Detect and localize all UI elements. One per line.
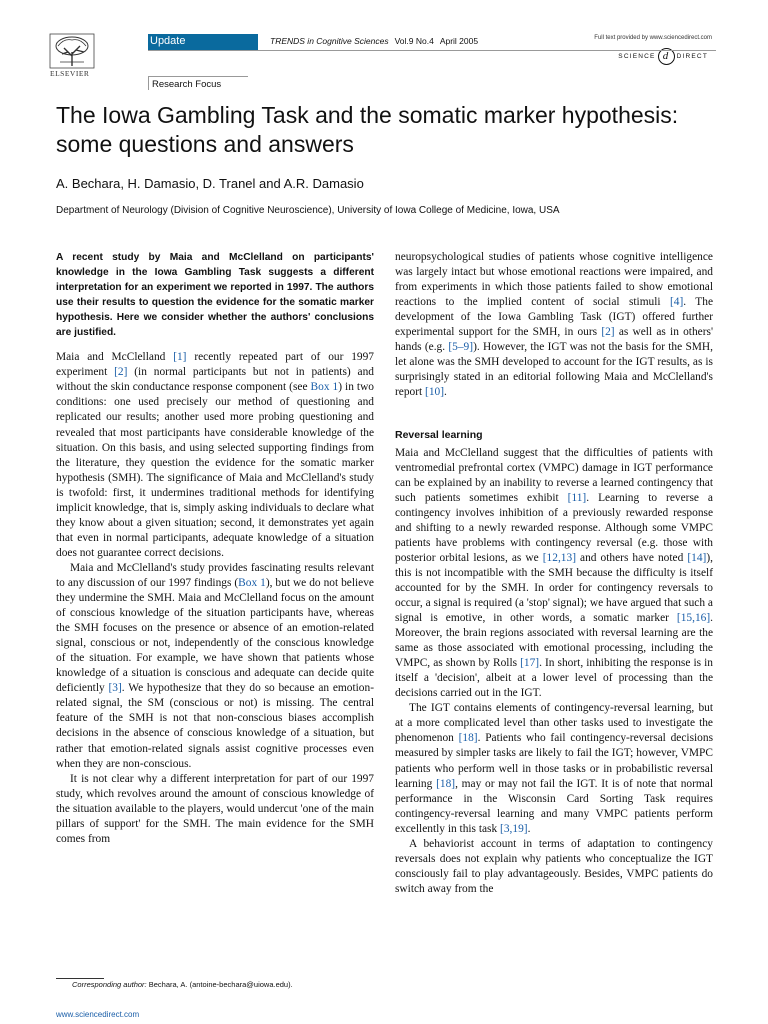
- journal-info: [270, 36, 478, 46]
- abstract: A recent study by Maia and McClelland on participants' knowledge in the Iowa Gambling Task suggests a different interpretation for an experiment we reported in 1997. The authors use their results to question the evidence for the somatic marker hypothesis. Here we consider whether the authors' conclusions are justified.: [56, 252, 374, 339]
- citation-link[interactable]: [11]: [567, 491, 587, 504]
- citation-link[interactable]: [4]: [669, 296, 684, 309]
- fulltext-notice: Full text provided by www.sciencedirect.com: [594, 35, 712, 41]
- footnote: [72, 980, 293, 989]
- citation-link[interactable]: [18]: [458, 732, 478, 745]
- section-divider: [148, 76, 149, 90]
- right-column: [395, 250, 713, 897]
- citation-link[interactable]: [14]: [687, 551, 707, 564]
- section-rule: [148, 76, 248, 77]
- left-paragraph-3: It is not clear why a different interpretation for part of our 1997 study, which revolves around the amount of conscious knowledge of the situation available to the players, would undercut 'one of the main pillars of support' for the SMH. The main evidence for the SMH comes from: [56, 772, 374, 845]
- article-title: The Iowa Gambling Task and the somatic marker hypothesis: some questions and answers: [56, 102, 679, 157]
- footnote-text: Bechara, A. (antoine-bechara@uiowa.edu).: [146, 980, 293, 989]
- right-paragraph-1: neuropsychological studies of patients whose cognitive intelligence was largely intact but whose emotional reactions were impaired, and from experiments in which those patients failed to show emotional reactions to the implied content of social stimuli [4]. The development of the Iowa Gambling Task (IGT) offered further experimental support for the SMH, in ours [2] as well as in others' hands (e.g. [5–9]). However, the IGT was not the basis for the SMH, let alone was the SMH developed to account for the IGT results, as is surprisingly stated in an editorial following Maia and McClelland's report [10].: [395, 251, 713, 399]
- box-link[interactable]: Box 1: [310, 381, 339, 394]
- journal-volume: Vol.9 No.4: [394, 36, 434, 46]
- section-label: Research Focus: [152, 79, 222, 90]
- footnote-label: Corresponding author:: [72, 980, 147, 989]
- citation-link[interactable]: [10]: [425, 386, 445, 399]
- footer-url-link[interactable]: www.sciencedirect.com: [56, 1010, 140, 1019]
- box-link[interactable]: Box 1: [238, 576, 266, 589]
- citation-link[interactable]: [1]: [173, 351, 187, 364]
- journal-name: TRENDS in Cognitive Sciences: [270, 36, 389, 46]
- journal-date: April 2005: [439, 36, 479, 46]
- header-rule: [148, 50, 716, 51]
- publisher-name: ELSEVIER: [50, 69, 90, 78]
- citation-link[interactable]: [17]: [520, 657, 540, 670]
- sd-at-icon: d: [658, 48, 675, 65]
- left-paragraph-2: Maia and McClelland's study provides fascinating results relevant to any discussion of our 1997 findings (Box 1), but we do not believe they undermine the SMH. Maia and McClelland focus on the amount of conscious knowledge of the situation participants have, whereas the SMH focuses on the presence or absence of an emotion-related signal, conscious or not, independently of the conscious knowledge of the situation. For example, we have shown that patients whose knowledge of a situation is conscious and adequate can decide quite deficiently [3]. We hypothesize that they do so because an emotion-related signal, the SM (conscious or not) is missing. The central feature of the SMH is not that non-conscious biases accomplish decisions in the absence of conscious knowledge of a situation, but rather that emotion-related signals assist cognitive processes even when they are non-conscious.: [56, 561, 374, 770]
- right-paragraph-3: The IGT contains elements of contingency-reversal learning, but at a more complicated level than other tasks used to investigate the phenomenon [18]. Patients who fail contingency-reversal decisions measured by simpler tasks are likely to fail the IGT; however, VMPC patients who perform well in those tasks or in probabilistic reversal learning [18], may or may not fail the IGT. It is of note that normal performance in the Wisconsin Card Sorting Task requires contingency-reversal learning and many VMPC patients perform excellently in this task [3,19].: [395, 702, 714, 835]
- citation-link[interactable]: [2]: [114, 366, 128, 379]
- citation-link[interactable]: [3,19]: [500, 822, 528, 835]
- citation-link[interactable]: [5–9]: [448, 341, 474, 354]
- right-paragraph-2: Maia and McClelland suggest that the difficulties of patients with ventromedial prefrontal cortex (VMPC) damage in IGT performance can be explained by an inability to reverse a learned contingency that such patients sometimes exhibit [11]. Learning to reverse a contingency involves inhibition of a previously rewarded response and shifting to a newly rewarded response. Although some VMPC patients have problems with contingency reversal (e.g. those with posterior orbital lesions, as we [12,13] and others have noted [14]), this is not incompatible with the SMH because the difficulty is itself accounted for by the SMH. In order for contingency reversals to occur, a signal is required (a 'stop' signal); we have argued that such a signal is emotive, in other words, a somatic marker [15,16]. Moreover, the brain regions associated with reversal learning are the same as those associated with emotional processing, including the VMPC, as shown by Rolls [17]. In short, inhibiting the response is in itself a 'decision', albeit at a lower level of processing than the decisions carried out in the IGT.: [395, 446, 713, 700]
- citation-link[interactable]: [3]: [108, 682, 122, 695]
- citation-link[interactable]: [18]: [436, 777, 456, 790]
- right-paragraph-4: A behaviorist account in terms of adaptation to contingency reversals does not explain why patients who conceptualize the IGT consciously fail to play advantageously. Besides, VMPC patients do switch away from the: [395, 837, 713, 895]
- left-paragraph-1: Maia and McClelland [1] recently repeated part of our 1997 experiment [2] (in normal participants but not in patients) and without the skin conductance response component (see Box 1) in two conditions: one used precisely our method of questioning and replicated our results; another used more probing questioning and revealed that most participants have considerable knowledge of the situation. On this basis, and using selected supporting findings from the literature, they question the evidence for the somatic marker hypothesis (SMH). The significance of Maia and McClelland's study is twofold: first, it undermines traditional methods for identifying implicit knowledge, that is, simply asking individuals to declare what they know about a given situation; second, it demonstrates yet again that even in normal participants, adequate knowledge of a situation does not guarantee correct decisions.: [56, 351, 375, 559]
- section-heading-reversal-learning: Reversal learning: [395, 429, 483, 442]
- citation-link[interactable]: [2]: [601, 326, 615, 339]
- footnote-rule: [56, 978, 104, 979]
- article-affiliation: Department of Neurology (Division of Cognitive Neuroscience), University of Iowa College of Medicine, Iowa, USA: [56, 205, 560, 216]
- citation-link[interactable]: [12,13]: [542, 551, 576, 564]
- left-column: [56, 250, 374, 847]
- article-authors: A. Bechara, H. Damasio, D. Tranel and A.R. Damasio: [56, 176, 364, 191]
- sd-logo-right: DIRECT: [676, 52, 708, 60]
- update-tag: Update: [150, 35, 186, 47]
- citation-link[interactable]: [15,16]: [676, 612, 711, 625]
- sd-logo-left: SCIENCE: [618, 52, 656, 60]
